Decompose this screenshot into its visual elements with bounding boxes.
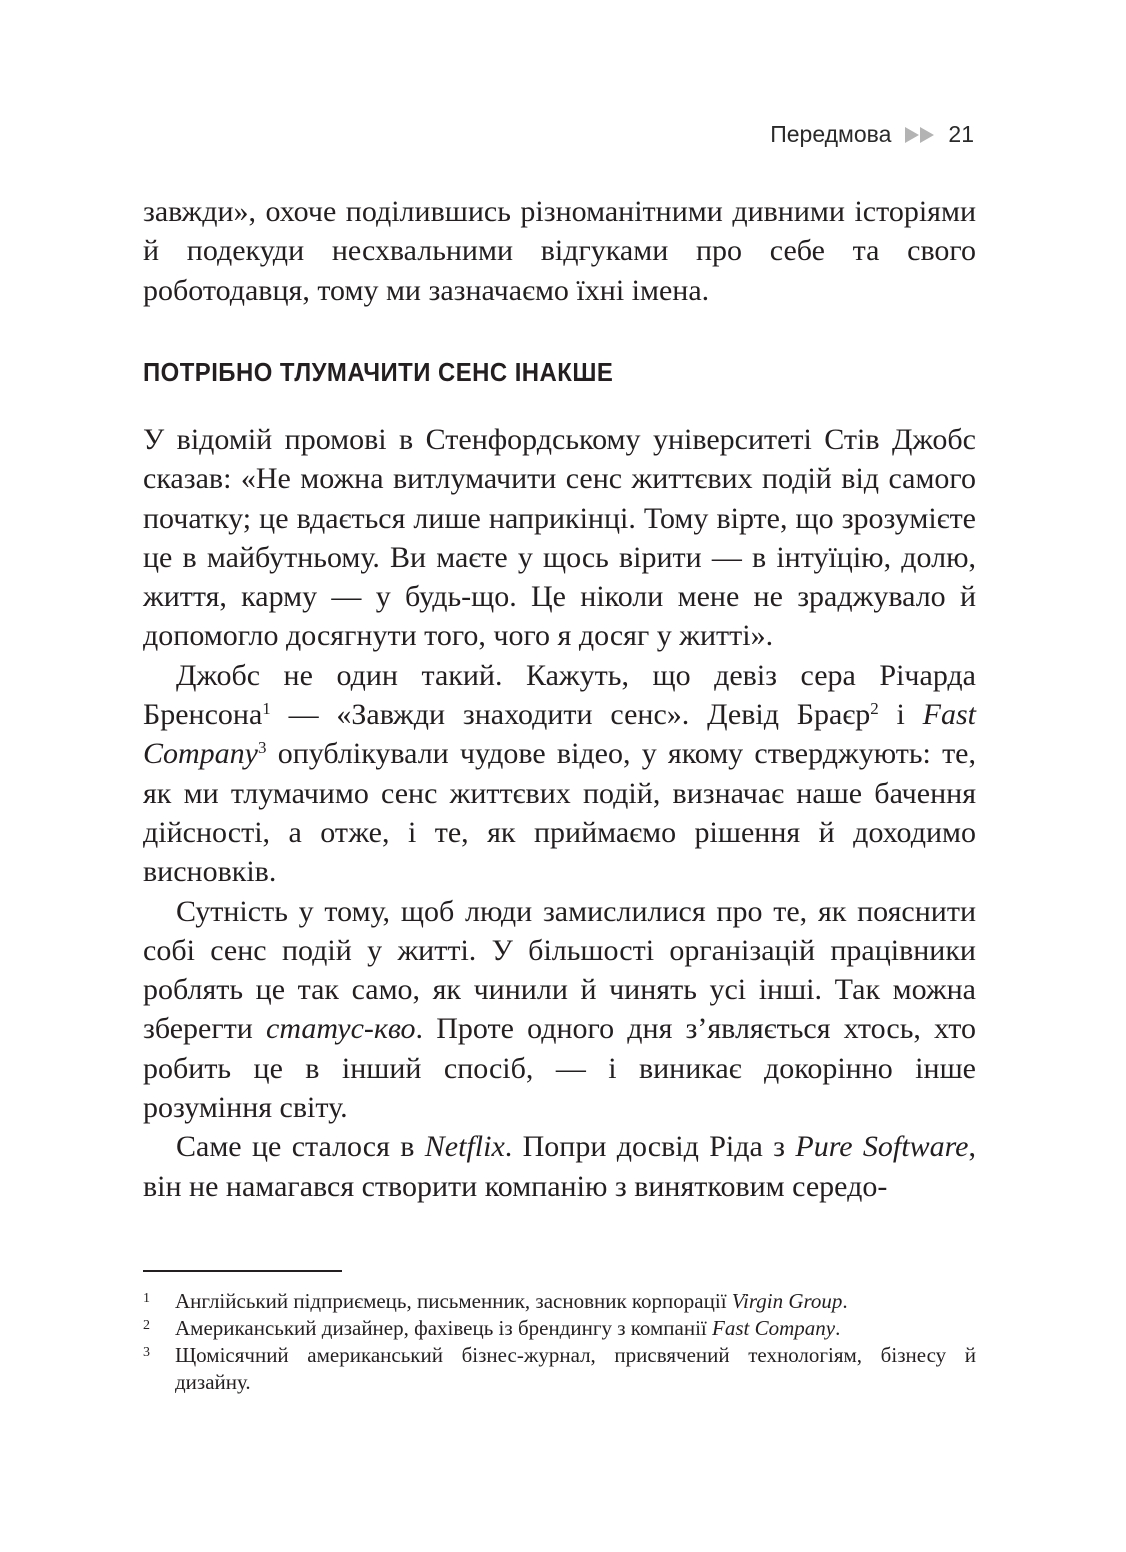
paragraph-4-text-a: Саме це сталося в [176, 1130, 425, 1164]
footnote-text [175, 1342, 976, 1396]
paragraph-3-text-a: Сутність у тому, щоб люди замислилися про те, як пояснити собі сенс подій у житті. У більшості організацій працівники роблять це так само, як чинили й чинять усі інші. Так можна зберегти [143, 894, 976, 1046]
footnote-ref-3: 3 [258, 738, 267, 758]
paragraph-2-text-c: і [878, 698, 923, 732]
footnotes [143, 1288, 976, 1396]
footnote-italic: Fast Company [712, 1316, 836, 1340]
footnote-number: 2 [143, 1318, 150, 1333]
paragraph-3 [143, 892, 976, 1128]
footnote-number: 3 [143, 1345, 150, 1360]
continued-paragraph: завжди», охоче поділившись різноманітними дивними історіями й подекуди несхвальними відгуками про себе та свого роботодавця, тому ми зазначаємо їхні імена. [143, 195, 976, 307]
continued-paragraph-block [143, 192, 976, 310]
footnote-text-main: Англійський підприємець, письменник, засновник корпорації [175, 1289, 732, 1313]
paragraph-4-text-b: . Попри досвід Ріда з [504, 1130, 796, 1164]
footnote-text [175, 1315, 976, 1342]
footnote-text-main: Американський дизайнер, фахівець із брендингу з компанії [175, 1316, 712, 1340]
paragraph-4-italic-2: Pure Software [795, 1130, 969, 1164]
page-number: 21 [948, 121, 974, 147]
footnote-end: . [835, 1316, 841, 1340]
footnote-text [175, 1288, 976, 1315]
paragraph-2-text-a: Джобс не один такий. Кажуть, що девіз сера Річарда Бренсона [143, 658, 976, 732]
section-heading: ПОТРІБНО ТЛУМАЧИТИ СЕНС ІНАКШЕ [143, 357, 614, 387]
body-text [143, 420, 976, 1206]
footnote-text-main: Щомісячний американський бізнес-журнал, присвячений технологіям, бізнесу й дизайну. [175, 1343, 976, 1394]
footnote-end: . [842, 1289, 848, 1313]
footnote [143, 1315, 976, 1342]
paragraph-2 [143, 656, 976, 892]
footnote [143, 1342, 976, 1396]
footnote [143, 1288, 976, 1315]
paragraph-2-text-b: — «Завжди знаходити сенс». Девід Браєр [270, 698, 871, 732]
paragraph-4-italic-1: Netflix [424, 1130, 505, 1164]
section-title: Передмова [770, 121, 892, 147]
paragraph-3-text-b: . Проте одного дня з’являється хтось, хто робить це в інший спосіб, — і виникає докорінно інше розуміння світу. [143, 1012, 977, 1125]
running-head [770, 121, 974, 148]
paragraph-2-text-d: опублікували чудове відео, у якому стверджують: те, як ми тлумачимо сенс життєвих подій, визначає наше бачення дійсності, а отже, і те, як приймаємо рішення й доходимо висновків. [143, 737, 976, 889]
paragraph-1: У відомій промові в Стенфордському університеті Стів Джобс сказав: «Не можна витлумачити сенс життєвих подій від самого початку; це вдається лише наприкінці. Тому вірте, що зрозумієте це в майбутньому. Ви маєте у щось вірити — в інтуїцію, долю, життя, карму — у будь-що. Це ніколи мене не зраджувало й допомогло досягнути того, чого я досяг у житті». [143, 423, 976, 653]
footnote-divider [143, 1270, 342, 1272]
footnote-italic: Virgin Group [731, 1289, 843, 1313]
paragraph-4 [143, 1127, 976, 1206]
footnote-number: 1 [143, 1291, 150, 1306]
double-arrow-icon [905, 127, 934, 143]
paragraph-2-italic: Fast Company [143, 698, 976, 771]
footnote-ref-1: 1 [262, 699, 271, 719]
paragraph-3-italic: статус-кво [266, 1012, 416, 1046]
paragraph-4-text-c: , він не намагався створити компанію з винятковим середо- [143, 1130, 976, 1203]
footnote-ref-2: 2 [870, 699, 879, 719]
